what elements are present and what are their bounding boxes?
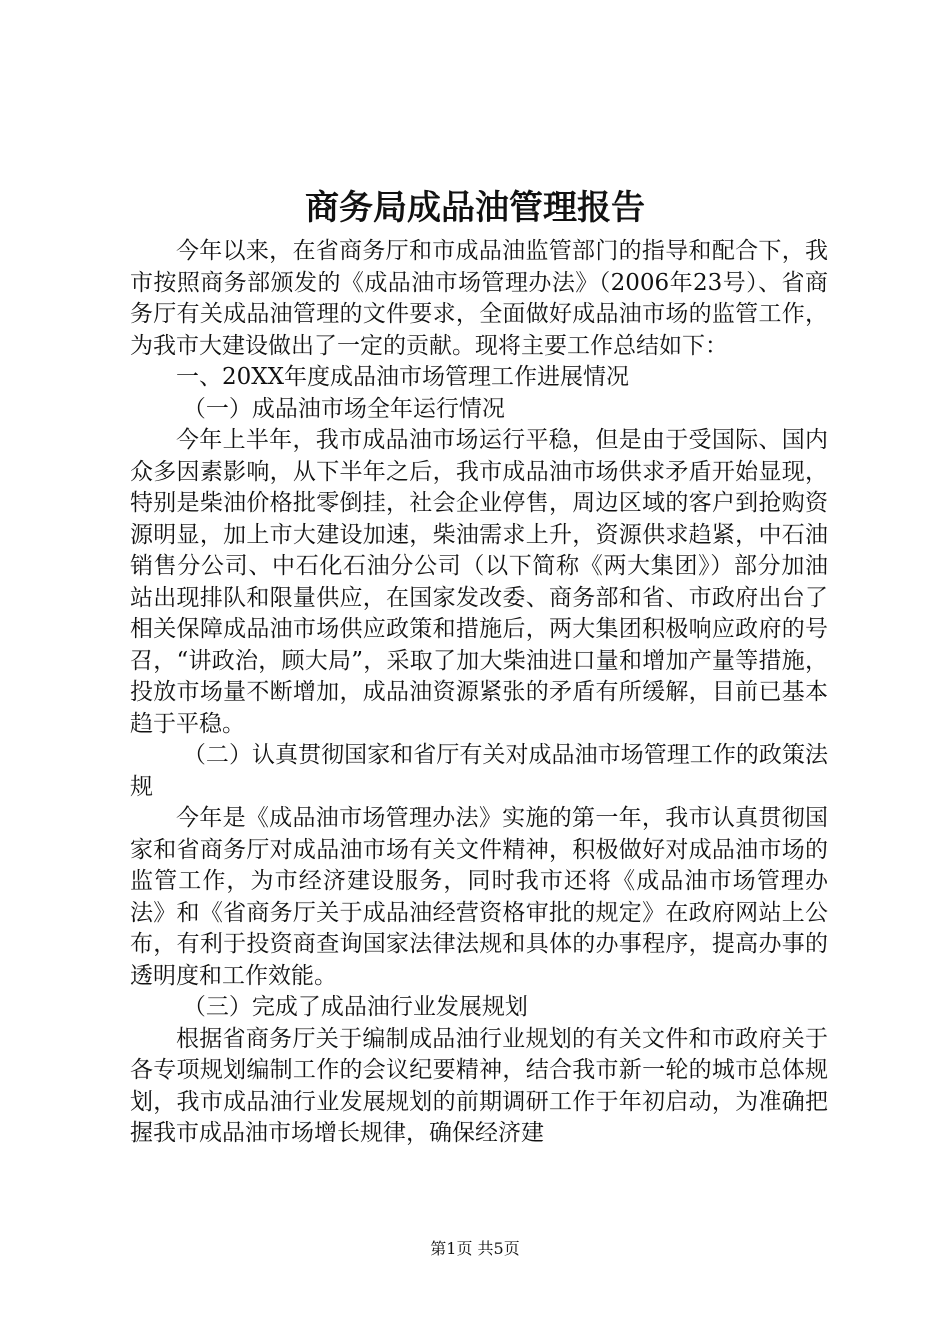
document-title: 商务局成品油管理报告 [305, 188, 645, 228]
subsection-heading-1: （一）成品油市场全年运行情况 [182, 395, 505, 422]
subsection-heading-3: （三）完成了成品油行业发展规划 [182, 994, 528, 1020]
body-paragraph: 今年是《成品油市场管理办法》实施的第一年，我市认真贯彻国家和省商务厅对成品油市场有关文件精神，积极做好对成品油市场的监管工作，为市经济建设服务，同时我市还将《成品油市场管理办法》和《省商务厅关于成品油经营资格审批的规定》在政府网站上公布，有利于投资商查询国家法律法规和具体的办事程序，提高办事的透明度和工作效能。 [130, 805, 828, 989]
body-paragraph: 今年上半年，我市成品油市场运行平稳，但是由于受国际、国内众多因素影响，从下半年之后，我市成品油市场供求矛盾开始显现，特别是柴油价格批零倒挂，社会企业停售，周边区域的客户到抢购资源明显，加上市大建设加速，柴油需求上升，资源供求趋紧，中石油销售分公司、中石化石油分公司（以下简称《两大集团》）部分加油站出现排队和限量供应，在国家发改委、商务部和省、市政府出台了相关保障成品油市场供应政策和措施后，两大集团积极响应政府的号召，“讲政治，顾大局”，采取了加大柴油进口量和增加产量等措施，投放市场量不断增加，成品油资源紧张的矛盾有所缓解，目前已基本趋于平稳。 [130, 427, 828, 737]
body-paragraph: 根据省商务厅关于编制成品油行业规划的有关文件和市政府关于各专项规划编制工作的会议纪要精神，结合我市新一轮的城市总体规划，我市成品油行业发展规划的前期调研工作于年初启动，为准确把握我市成品油市场增长规律，确保经济建 [130, 1025, 828, 1146]
subsection-heading-2: （二）认真贯彻国家和省厅有关对成品油市场管理工作的政策法规 [130, 742, 828, 800]
intro-paragraph: 今年以来，在省商务厅和市成品油监管部门的指导和配合下，我市按照商务部颁发的《成品油市场管理办法》（2006年23号）、省商务厅有关成品油管理的文件要求，全面做好成品油市场的监管工作，为我市大建设做出了一定的贡献。现将主要工作总结如下： [130, 238, 828, 359]
page-footer: 第1页 共5页 [430, 1239, 520, 1258]
section-heading-1: 一、20XX年度成品油市场管理工作进展情况 [176, 364, 630, 390]
document-body [130, 236, 828, 1150]
